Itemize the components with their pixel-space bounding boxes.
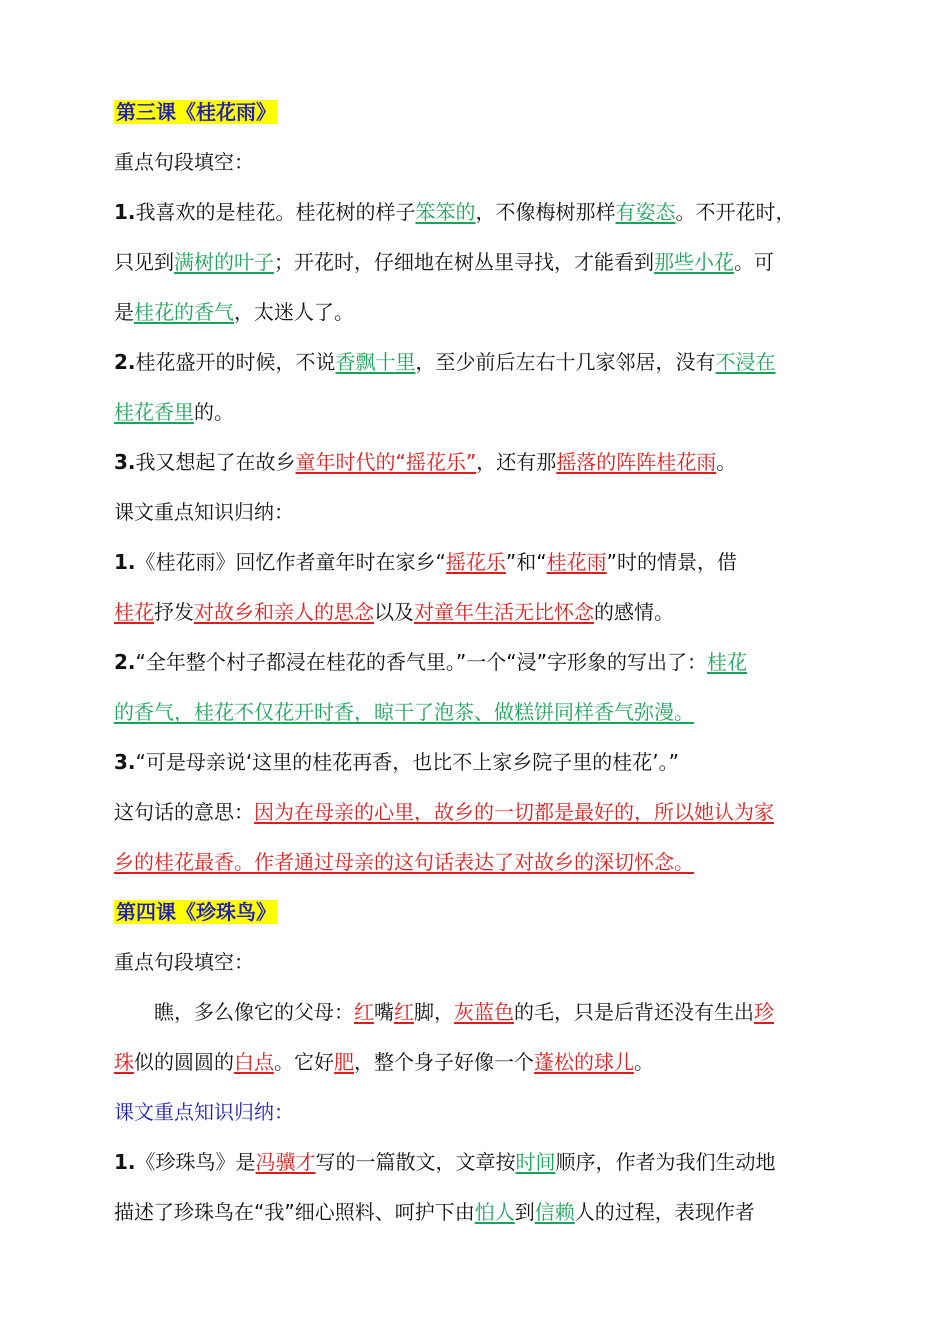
text: ，不像梅树那样 <box>475 200 616 224</box>
item-number: 1. <box>114 550 136 574</box>
answer-green: 信赖 <box>534 1200 575 1224</box>
answer-green: 香飘十里 <box>335 350 416 374</box>
text: 人的过程，表现作者 <box>574 1200 755 1224</box>
text: 。可 <box>734 250 774 274</box>
text: ，至少前后左右十几家邻居，没有 <box>415 350 716 374</box>
text: 。 <box>634 1050 654 1074</box>
text: 我喜欢的是桂花。桂花树的样子 <box>135 200 416 224</box>
answer-green: 桂花 <box>706 650 747 674</box>
answer-red: 红 <box>354 1000 374 1024</box>
item-number: 3. <box>114 750 136 774</box>
text: 桂花盛开的时候，不说 <box>135 350 336 374</box>
lesson-3-p1-line1 <box>114 200 874 250</box>
answer-green: 满树的叶子 <box>174 250 274 274</box>
item-number: 3. <box>114 450 136 474</box>
answer-green: 桂花的香气 <box>134 300 234 324</box>
answer-red: 蓬松的球儿 <box>534 1050 634 1074</box>
item-number: 1. <box>114 1150 136 1174</box>
text: 写的一篇散文，文章按 <box>315 1150 516 1174</box>
lesson-3-p2-line1 <box>114 350 874 400</box>
answer-red: 白点 <box>234 1050 274 1074</box>
answer-green: 那些小花 <box>654 250 734 274</box>
text: 嘴 <box>374 1000 394 1024</box>
text: 的。 <box>194 400 234 424</box>
text: ”和“ <box>505 550 547 574</box>
answer-green: 桂花香里 <box>114 400 194 424</box>
text: “全年整个村子都浸在桂花的香气里。”一个“浸”字形象的写出了： <box>135 650 707 674</box>
answer-red: 童年时代的“摇花乐” <box>295 450 477 474</box>
text: 《桂花雨》回忆作者童年时在家乡“ <box>135 550 446 574</box>
answer-green: 的香气，桂花不仅花开时香，晾干了泡茶、做糕饼同样香气弥漫。 <box>114 700 694 724</box>
text: 。 <box>716 450 737 474</box>
lesson-3-title <box>114 100 874 150</box>
lesson-3-p1-line3 <box>114 300 874 350</box>
lesson-4-fill-label: 重点句段填空： <box>114 950 254 974</box>
text: ，还有那 <box>476 450 557 474</box>
text: 。它好 <box>274 1050 334 1074</box>
text: ，太迷人了。 <box>234 300 354 324</box>
lesson-4-summary-label: 课文重点知识归纳： <box>114 1100 294 1124</box>
text: “可是母亲说‘这里的桂花再香，也比不上家乡院子里的桂花’。” <box>135 750 679 774</box>
text: ；开花时，仔细地在树丛里寻找，才能看到 <box>274 250 654 274</box>
answer-green: 怕人 <box>474 1200 515 1224</box>
text: ，整个身子好像一个 <box>354 1050 534 1074</box>
text: 描述了珍珠鸟在“我”细心照料、呵护下由 <box>114 1200 475 1224</box>
lesson-4-p1-line2 <box>114 1050 874 1100</box>
answer-red: 珠 <box>114 1050 134 1074</box>
answer-red: 摇落的阵阵桂花雨 <box>556 450 717 474</box>
lesson-3-s1-line1 <box>114 550 874 600</box>
text: 的感情。 <box>594 600 674 624</box>
lesson-3-title-text: 第三课《桂花雨》 <box>116 100 276 124</box>
item-number: 2. <box>114 350 136 374</box>
answer-red: 红 <box>394 1000 414 1024</box>
lesson-3-p1-line2 <box>114 250 874 300</box>
text: 的毛，只是后背还没有生出 <box>514 1000 754 1024</box>
text: 似的圆圆的 <box>134 1050 234 1074</box>
text: 抒发 <box>154 600 194 624</box>
text: 。不开花时， <box>675 200 796 224</box>
text: 只见到 <box>114 250 174 274</box>
lesson-4-p1-line1 <box>114 1000 874 1050</box>
text: 到 <box>514 1200 535 1224</box>
answer-red: 肥 <box>334 1050 354 1074</box>
lesson-4-title-text: 第四课《珍珠鸟》 <box>116 900 276 924</box>
text: 是 <box>114 300 134 324</box>
answer-red: 对童年生活无比怀念 <box>414 600 594 624</box>
answer-green: 有姿态 <box>615 200 676 224</box>
lesson-3-s2-line1 <box>114 650 874 700</box>
lesson-4-s1-line1 <box>114 1150 874 1200</box>
text: 脚， <box>414 1000 454 1024</box>
answer-red: 因为在母亲的心里，故乡的一切都是最好的，所以她认为家 <box>254 800 774 824</box>
lesson-4-s1-line2 <box>114 1200 874 1250</box>
answer-green: 不浸在 <box>715 350 776 374</box>
item-number: 2. <box>114 650 136 674</box>
text: 以及 <box>374 600 414 624</box>
answer-red: 灰蓝色 <box>454 1000 514 1024</box>
answer-red: 珍 <box>754 1000 774 1024</box>
text: 顺序，作者为我们生动地 <box>555 1150 776 1174</box>
answer-green: 时间 <box>515 1150 556 1174</box>
lesson-3-p2-line2 <box>114 400 874 450</box>
text: 我又想起了在故乡 <box>135 450 296 474</box>
item-number: 1. <box>114 200 136 224</box>
lesson-3-s3-line3 <box>114 850 874 900</box>
lesson-3-p3 <box>114 450 874 500</box>
lesson-4-title <box>114 900 874 950</box>
lesson-3-s1-line2 <box>114 600 874 650</box>
text: 这句话的意思： <box>114 800 254 824</box>
lesson-3-s2-line2 <box>114 700 874 750</box>
answer-red: 冯骥才 <box>255 1150 316 1174</box>
document-page <box>114 100 874 1250</box>
answer-red: 桂花雨 <box>546 550 607 574</box>
answer-red: 摇花乐 <box>445 550 506 574</box>
answer-red: 对故乡和亲人的思念 <box>194 600 374 624</box>
lesson-3-s3-line2 <box>114 800 874 850</box>
lesson-3-fill-label: 重点句段填空： <box>114 150 254 174</box>
lesson-3-summary-label: 课文重点知识归纳： <box>114 500 294 524</box>
lesson-3-s3-line1 <box>114 750 874 800</box>
text: ”时的情景，借 <box>606 550 737 574</box>
text: 《珍珠鸟》是 <box>135 1150 256 1174</box>
text: 瞧，多么像它的父母： <box>154 1000 354 1024</box>
answer-red: 乡的桂花最香。作者通过母亲的这句话表达了对故乡的深切怀念。 <box>114 850 694 874</box>
answer-green: 笨笨的 <box>415 200 476 224</box>
answer-red: 桂花 <box>114 600 154 624</box>
